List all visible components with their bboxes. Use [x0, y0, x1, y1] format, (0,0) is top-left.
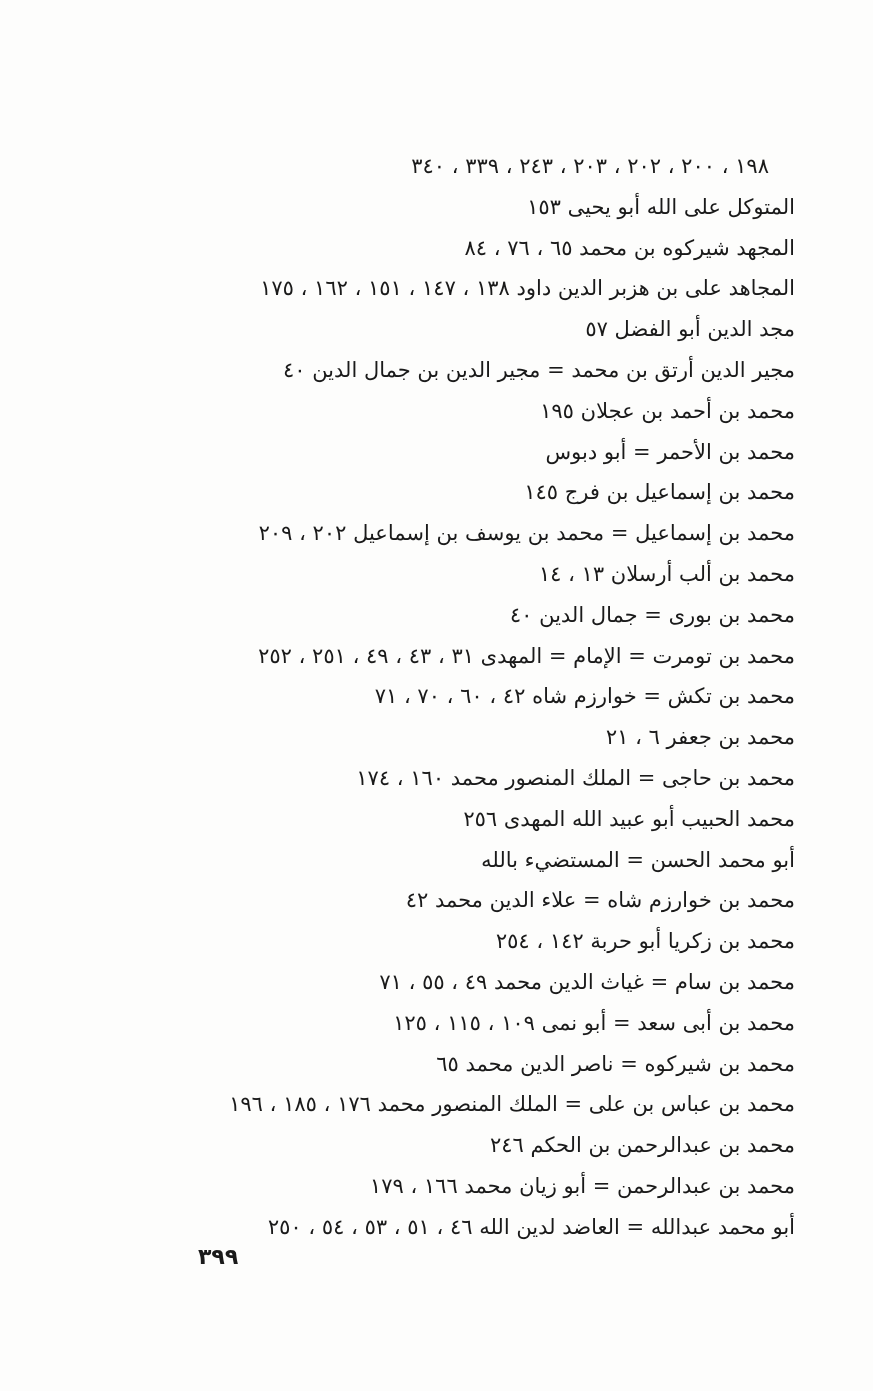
index-entry: محمد بن عباس بن على = الملك المنصور محمد ١٧٦ ، ١٨٥ ، ١٩٦ [229, 1092, 795, 1117]
index-entry: أبو محمد الحسن = المستضيء بالله [481, 847, 795, 872]
page-number: ٣٩٩ [198, 1245, 239, 1270]
index-entry: أبو محمد عبدالله = العاضد لدين الله ٤٦ ، ٥١ ، ٥٣ ، ٥٤ ، ٢٥٠ [267, 1214, 795, 1239]
index-entry: محمد بن عبدالرحمن = أبو زيان محمد ١٦٦ ، ١٧٩ [369, 1173, 795, 1198]
index-entry: محمد بن سام = غياث الدين محمد ٤٩ ، ٥٥ ، ٧١ [379, 969, 795, 994]
index-entries [75, 146, 795, 1248]
index-entry: المتوكل على الله أبو يحيى ١٥٣ [527, 194, 795, 219]
index-entry: مجد الدين أبو الفضل ٥٧ [585, 317, 795, 342]
index-entry: محمد بن زكريا أبو حربة ١٤٢ ، ٢٥٤ [495, 929, 795, 954]
index-entry: محمد بن تومرت = الإمام = المهدى ٣١ ، ٤٣ ، ٤٩ ، ٢٥١ ، ٢٥٢ [258, 643, 795, 668]
index-entry: محمد بن إسماعيل = محمد بن يوسف بن إسماعيل ٢٠٢ ، ٢٠٩ [258, 521, 795, 546]
index-entry: المجاهد على بن هزبر الدين داود ١٣٨ ، ١٤٧ ، ١٥١ ، ١٦٢ ، ١٧٥ [260, 276, 795, 301]
index-entry: محمد الحبيب أبو عبيد الله المهدى ٢٥٦ [463, 806, 795, 831]
index-entry: المجهد شيركوه بن محمد ٦٥ ، ٧٦ ، ٨٤ [464, 235, 795, 260]
index-entry: محمد بن شيركوه = ناصر الدين محمد ٦٥ [436, 1051, 795, 1076]
index-entry: محمد بن خوارزم شاه = علاء الدين محمد ٤٢ [405, 888, 795, 913]
index-entry: محمد بن إسماعيل بن فرج ١٤٥ [524, 480, 795, 505]
index-entry: محمد بن ألب أرسلان ١٣ ، ١٤ [538, 561, 795, 586]
index-entry: محمد بن الأحمر = أبو دبوس [545, 439, 795, 464]
index-entry: مجير الدين أرتق بن محمد = مجير الدين بن جمال الدين ٤٠ [282, 357, 795, 382]
index-entry: محمد بن تكش = خوارزم شاه ٤٢ ، ٦٠ ، ٧٠ ، ٧١ [374, 684, 795, 709]
index-entry: محمد بن عبدالرحمن بن الحكم ٢٤٦ [489, 1133, 795, 1158]
index-entry: محمد بن أحمد بن عجلان ١٩٥ [540, 398, 795, 423]
index-entry: محمد بن أبى سعد = أبو نمى ١٠٩ ، ١١٥ ، ١٢٥ [393, 1010, 795, 1035]
index-entry: محمد بن حاجى = الملك المنصور محمد ١٦٠ ، ١٧٤ [356, 765, 795, 790]
index-entry: محمد بن بورى = جمال الدين ٤٠ [509, 602, 795, 627]
index-entry: ١٩٨ ، ٢٠٠ ، ٢٠٢ ، ٢٠٣ ، ٢٤٣ ، ٣٣٩ ، ٣٤٠ [411, 154, 769, 178]
index-entry: محمد بن جعفر ٦ ، ٢١ [605, 725, 795, 750]
